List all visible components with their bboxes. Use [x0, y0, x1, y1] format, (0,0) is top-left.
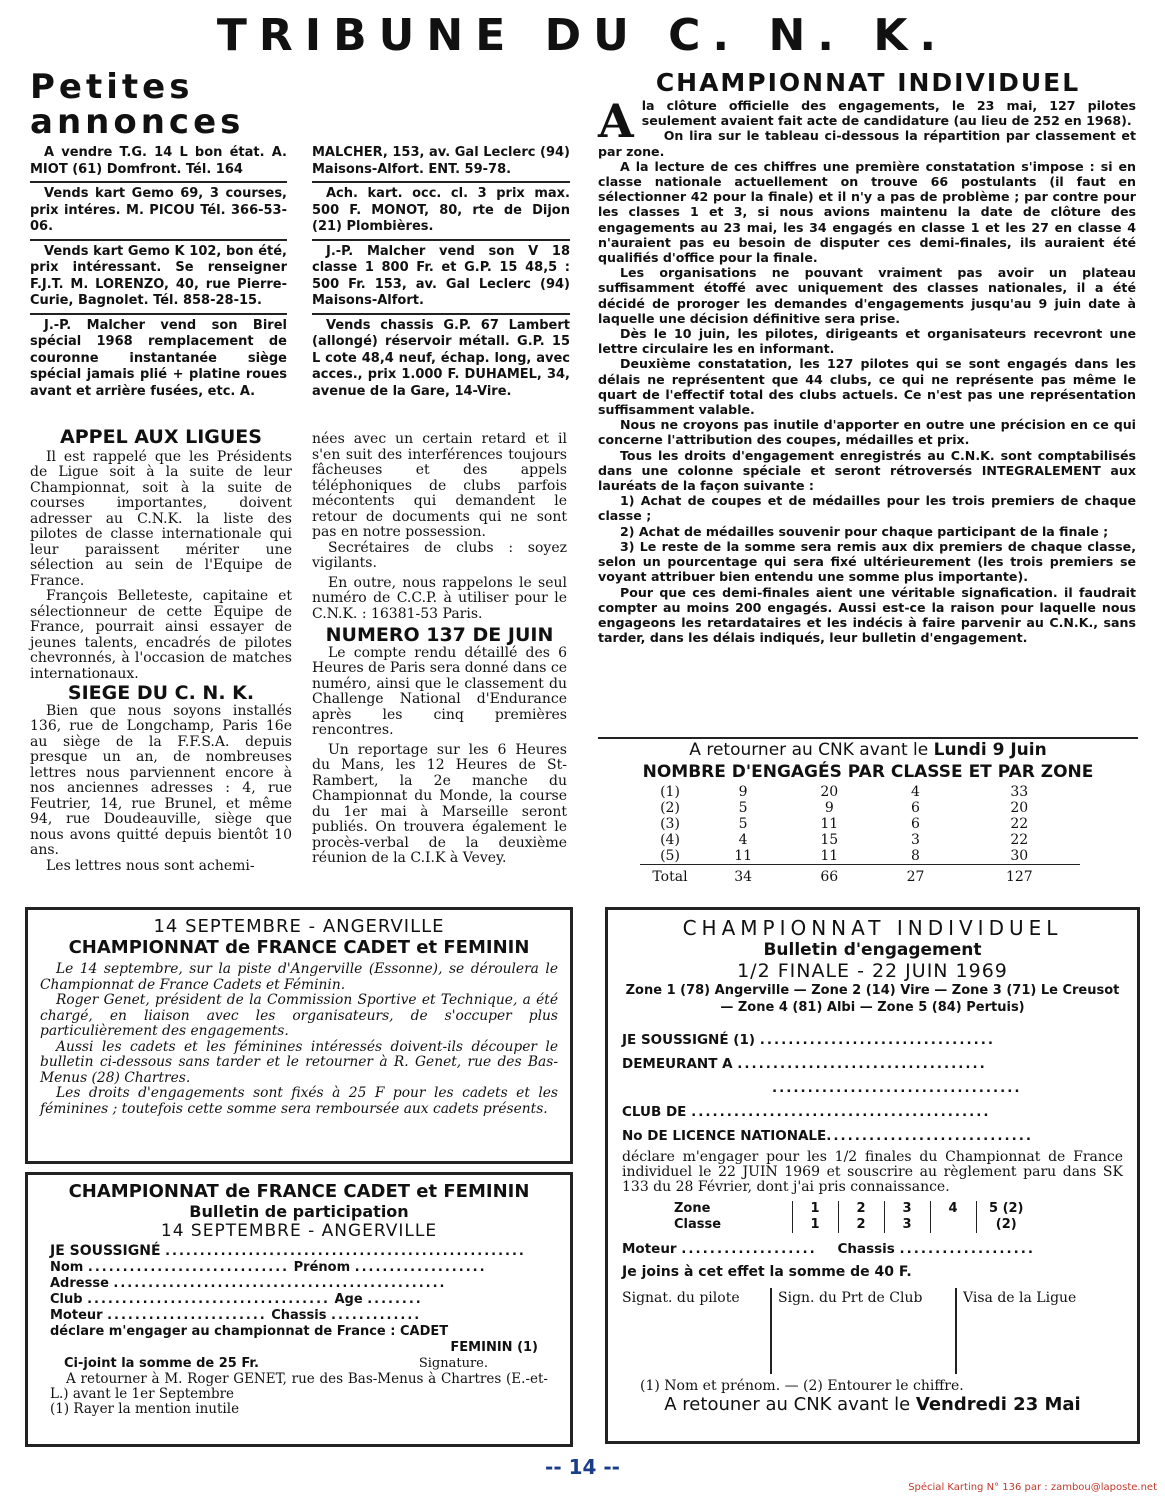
page-number: -- 14 --: [545, 1455, 620, 1479]
page-masthead: TRIBUNE DU C. N. K.: [216, 10, 949, 61]
moteur-chassis-field[interactable]: Moteur ................... Chassis ...................: [622, 1241, 1035, 1257]
cadet-participation-form: [25, 1172, 573, 1447]
numero-title: NUMERO 137 DE JUIN: [325, 624, 554, 646]
indiv-joins: Je joins à cet effet la somme de 40 F.: [622, 1263, 912, 1280]
signature-pilote[interactable]: Signat. du pilote: [622, 1288, 772, 1374]
ad-item: Ach. kart. occ. cl. 3 prix max. 500 F. MONOT, 80, rte de Dijon (21) Plombières.: [312, 183, 570, 241]
licence-field[interactable]: No DE LICENCE NATIONALE.............................: [622, 1128, 1033, 1144]
club-age-field[interactable]: Club ................................... Age ........: [50, 1292, 423, 1307]
appel-title: APPEL AUX LIGUES: [60, 426, 262, 448]
cadet-box-title: CHAMPIONNAT de FRANCE CADET et FEMININ: [68, 937, 530, 958]
indiv-form-fields: [622, 1028, 1123, 1148]
indiv-zones: Zone 1 (78) Angerville — Zone 2 (14) Vire — Zone 3 (71) Le Creusot — Zone 4 (81) Albi — Zone 5 (84) Pertuis): [625, 983, 1120, 1015]
numero-paragraph: Un reportage sur les 6 Heures du Mans, les 12 Heures de St-Rambert, la 2e manche du Championnat du Monde, la course du 1er mai à Marseille seront publiés. On trouvera également le procès-verbal de la deuxième réunion de la C.I.K à Vevey.: [312, 741, 567, 866]
je-soussigne-field[interactable]: JE SOUSSIGNÉ (1) .................................: [622, 1032, 995, 1048]
championnat-paragraph: la clôture officielle des engagements, le 23 mai, 127 pilotes seulement avaient fait acte de candidature (au lieu de 252 en 1968).: [641, 98, 1136, 129]
return-line-vendredi: A retouner au CNK avant le Vendredi 23 Mai: [664, 1394, 1081, 1415]
signature-ligue[interactable]: Visa de la Ligue: [963, 1290, 1077, 1306]
moteur-chassis-field[interactable]: Moteur ....................... Chassis .............: [50, 1308, 422, 1323]
table-row: (2) 5 9 6 20: [660, 800, 1029, 816]
middle-article-column: [312, 432, 567, 867]
cadet-form-subtitle: Bulletin de participation: [189, 1202, 409, 1221]
engages-table: [640, 784, 1080, 885]
demeurant-field[interactable]: DEMEURANT A ...................................: [622, 1056, 987, 1072]
indiv-form-title: CHAMPIONNAT INDIVIDUEL: [682, 916, 1063, 940]
middle-paragraph: nées avec un certain retard et il s'en suit des interférences toujours fâcheuses et des appels téléphoniques de clubs parfois mécontents qui demandent le retour de documents qui ne sont pas en notre possession.: [312, 431, 567, 540]
ad-item: Vends kart Gemo K 102, bon été, prix intéressant. Se renseigner F.J.T. M. LORENZO, 40, rue Pierre-Curie, Bagnolet. Tél. 858-28-15.: [30, 241, 287, 315]
championnat-paragraph: Tous les droits d'engagement enregistrés au C.N.K. sont comptabilisés dans une colonne spéciale et seront rétroversés INTEGRALEMENT aux lauréats de la façon suivante :: [598, 447, 1136, 494]
signature-club[interactable]: Sign. du Prt de Club: [772, 1288, 957, 1374]
cadet-date-line: 14 SEPTEMBRE - ANGERVILLE: [153, 916, 445, 937]
siege-paragraph: Bien que nous soyons installés 136, rue de Longchamp, Paris 16e au siège de la F.F.S.A. depuis presque un an, de nombreuses lettres nous parviennent encore à nos anciennes adresses : 4, rue Feutrier, 14, rue Brunel, et même 94, rue Doudeauville, siège que nous avons quitté depuis bientôt 10 ans.: [30, 702, 292, 858]
cadet-form-return: A retourner à M. Roger GENET, rue des Bas-Menus à Chartres (E.-et-L.) avant le 1er Septembre (1) Rayer la mention inutile: [50, 1371, 548, 1417]
dropcap-letter: A: [598, 94, 634, 148]
ad-item: MALCHER, 153, av. Gal Leclerc (94) Maisons-Alfort. ENT. 59-78.: [312, 142, 570, 183]
table-row: (3) 5 11 6 22: [660, 816, 1029, 832]
cadet-box-body: Le 14 septembre, sur la piste d'Angerville (Essonne), se déroulera le Championnat de France Cadets et Féminin. Roger Genet, président de la Commission Sportive et Technique, a été chargé, en liaison avec les organisateurs, de s'occuper plus particulièrement des engagements. Aussi les cadets et les féminines intéressés doivent-ils découper le bulletin ci-dessous sans tarder et le retourner à R. Genet, rue des Bas-Menus (28) Chartres. Les droits d'engagements sont fixés à 25 F pour les cadets et les féminines ; toutefois cette somme sera remboursée aux cadets présents.: [40, 961, 558, 1117]
cadet-feminin: FEMININ (1): [450, 1340, 538, 1355]
divider: [598, 737, 1138, 739]
petites-annonces-title-line1: Petites: [30, 67, 194, 107]
table-row: (1) 9 20 4 33: [660, 784, 1029, 800]
classe-row: Classe 1 2 3 (2): [672, 1217, 1036, 1233]
petites-annonces-title: [30, 67, 245, 142]
cadet-declare: déclare m'engager au championnat de France : CADET: [50, 1324, 449, 1339]
numero-paragraph: Le compte rendu détaillé des 6 Heures de Paris sera donné dans ce numéro, ainsi que le classement du Challenge National d'Endurance après les cinq premières rencontres.: [312, 644, 567, 738]
engages-table-title: NOMBRE D'ENGAGÉS PAR CLASSE ET PAR ZONE: [642, 762, 1094, 782]
indiv-form-date: 1/2 FINALE - 22 JUIN 1969: [737, 960, 1008, 982]
championnat-article: [598, 94, 1136, 646]
middle-paragraph: Secrétaires de clubs : soyez vigilants.: [312, 539, 567, 571]
championnat-paragraph: 1) Achat de coupes et de médailles pour les trois premiers de chaque classe ;: [598, 493, 1136, 524]
indiv-declare: déclare m'engager pour les 1/2 finales du Championnat de France individuel le 22 JUIN 1969 et souscrire au règlement paru dans SK 133 du 28 Février, dont j'ai pris connaissance.: [622, 1149, 1123, 1195]
indiv-note: (1) Nom et prénom. — (2) Entourer le chiffre.: [640, 1378, 964, 1394]
appel-paragraph: Il est rappelé que les Présidents de Ligue soit à la suite de leur Championnat, soit à la suite de courses importantes, doivent adresser au C.N.K. la liste des pilotes de classe internationale qui leur paraissent mériter une sélection au sein de l'Equipe de France.: [30, 448, 292, 589]
zone-row: Zone 1 2 3 4 5 (2): [672, 1201, 1036, 1217]
zone-classe-table: [672, 1201, 1036, 1233]
adresse-field[interactable]: Adresse ................................................: [50, 1276, 447, 1291]
ads-left-column: [30, 142, 287, 403]
table-total-row: Total 34 66 27 127: [652, 869, 1033, 885]
table-row: (5) 11 11 8 30: [640, 848, 1080, 865]
championnat-paragraph: 3) Le reste de la somme sera remis aux dix premiers de chaque classe, selon un pourcentage qui sera fixé ultérieurement (les trois premiers se voyant attribuer bien entendu une somme plus importante).: [598, 538, 1136, 585]
nom-prenom-field[interactable]: Nom ............................. Prénom ...................: [50, 1260, 487, 1275]
indiv-form-subtitle: Bulletin d'engagement: [763, 940, 982, 960]
championnat-paragraph: Pour que ces demi-finales aient une véritable signafication. il faudrait compter au moins 200 engagés. Aussi est-ce la raison pour laquelle nous engageons les retardataires et les indécis à faire parvenir au C.N.K., sans tarder, dans les délais indiqués, leur bulletin d'engagement.: [598, 584, 1136, 646]
championnat-paragraph: Nous ne croyons pas inutile d'apporter en outre une précision en ce qui concerne l'attribution des coupes, médailles et prix.: [598, 417, 1136, 448]
middle-paragraph: En outre, nous rappelons le seul numéro de C.C.P. à utiliser pour le C.N.K. : 16381-53 Paris.: [312, 574, 567, 622]
championnat-paragraph: Dès le 10 juin, les pilotes, dirigeants et organisateurs recevront une lettre circulaire les en informant.: [598, 326, 1136, 357]
appel-paragraph: François Belleteste, capitaine et sélectionneur de cette Equipe de France, pourrait ainsi essayer de jeunes talents, encadrés de pilotes chevronnés, à l'occasion de matches internationaux.: [30, 588, 292, 682]
championnat-paragraph: A la lecture de ces chiffres une première constatation s'impose : si en classe nationale actuellement on trouve 66 postulants (il faut en sélectionner 42 pour la finale) et il n'y a pas de problème ; par contre pour les classes 1 et 3, si nous avions maintenu la date de clôture des engagements au 23 mai, les 34 engagés en classe 1 et les 27 en classe 4 n'auraient pas eu besoin de disputer ces demi-finales, ils auraient été qualifiés d'office pour la finale.: [598, 158, 1136, 266]
demeurant-field-continued[interactable]: ...................................: [772, 1080, 1022, 1096]
ad-item: J.-P. Malcher vend son V 18 classe 1 800 Fr. et G.P. 15 48,5 : 500 Fr. 153, av. Gal Leclerc (94) Maisons-Alfort.: [312, 241, 570, 315]
siege-paragraph: Les lettres nous sont achemi-: [46, 857, 255, 874]
championnat-paragraph: Deuxième constatation, les 127 pilotes qui se sont engagés dans les délais ne représentent que 44 clubs, ce qui ne représente pas même le quart de l'effectif total des clubs actuels. Ce n'est pas une représentation suffisamment valable.: [598, 356, 1136, 418]
ad-item: Vends kart Gemo 69, 3 courses, prix intéres. M. PICOU Tél. 366-53-06.: [30, 183, 287, 241]
cadet-form-title: CHAMPIONNAT de FRANCE CADET et FEMININ: [68, 1181, 530, 1202]
championnat-paragraph: 2) Achat de médailles souvenir pour chaque participant de la finale ;: [620, 523, 1109, 539]
individuel-engagement-form: [605, 907, 1140, 1444]
ad-item: J.-P. Malcher vend son Birel spécial 1968 remplacement de couronne instantanée siège spécial jamais plié + platine roues avant et arrière fusées, etc. A.: [30, 317, 287, 399]
championnat-title: CHAMPIONNAT INDIVIDUEL: [655, 68, 1081, 97]
ad-item: A vendre T.G. 14 L bon état. A. MIOT (61) Domfront. Tél. 164: [30, 142, 287, 183]
ad-item: Vends chassis G.P. 67 Lambert (allongé) réservoir métall. G.P. 15 L cote 48,4 neuf, échap. long, avec acces., prix 1.000 F. DUHAMEL, 34, avenue de la Gare, 14-Vire.: [312, 317, 570, 399]
petites-annonces-title-line2: annonces: [30, 102, 245, 142]
je-soussigne-field[interactable]: JE SOUSSIGNÉ ....................................................: [50, 1243, 526, 1259]
cijoint-line: Ci-joint la somme de 25 Fr. Signature.: [64, 1356, 488, 1371]
scan-credit: Spécial Karting N° 136 par : zambou@laposte.net: [908, 1482, 1157, 1493]
signature-area: [622, 1288, 1123, 1374]
return-line-lundi: A retourner au CNK avant le Lundi 9 Juin: [689, 740, 1047, 760]
ads-right-column: [312, 142, 570, 403]
cadet-announcement-box: [25, 907, 573, 1164]
table-row: (4) 4 15 3 22: [660, 832, 1029, 848]
championnat-paragraph: On lira sur le tableau ci-dessous la répartition par classement et par zone.: [598, 128, 1136, 159]
cadet-form-date: 14 SEPTEMBRE - ANGERVILLE: [160, 1221, 438, 1241]
siege-title: SIEGE DU C. N. K.: [67, 682, 255, 704]
left-article-column: [30, 426, 292, 874]
club-field[interactable]: CLUB DE ..........................................: [622, 1104, 991, 1120]
championnat-paragraph: Les organisations ne pouvant vraiment pas avoir un plateau suffisamment étoffé avec uniquement des classes nationales, il a été décidé de proroger les demandes d'engagements jusqu'au 9 juin date à laquelle une décision définitive sera prise.: [598, 265, 1136, 326]
cadet-form-fields: [50, 1243, 548, 1372]
